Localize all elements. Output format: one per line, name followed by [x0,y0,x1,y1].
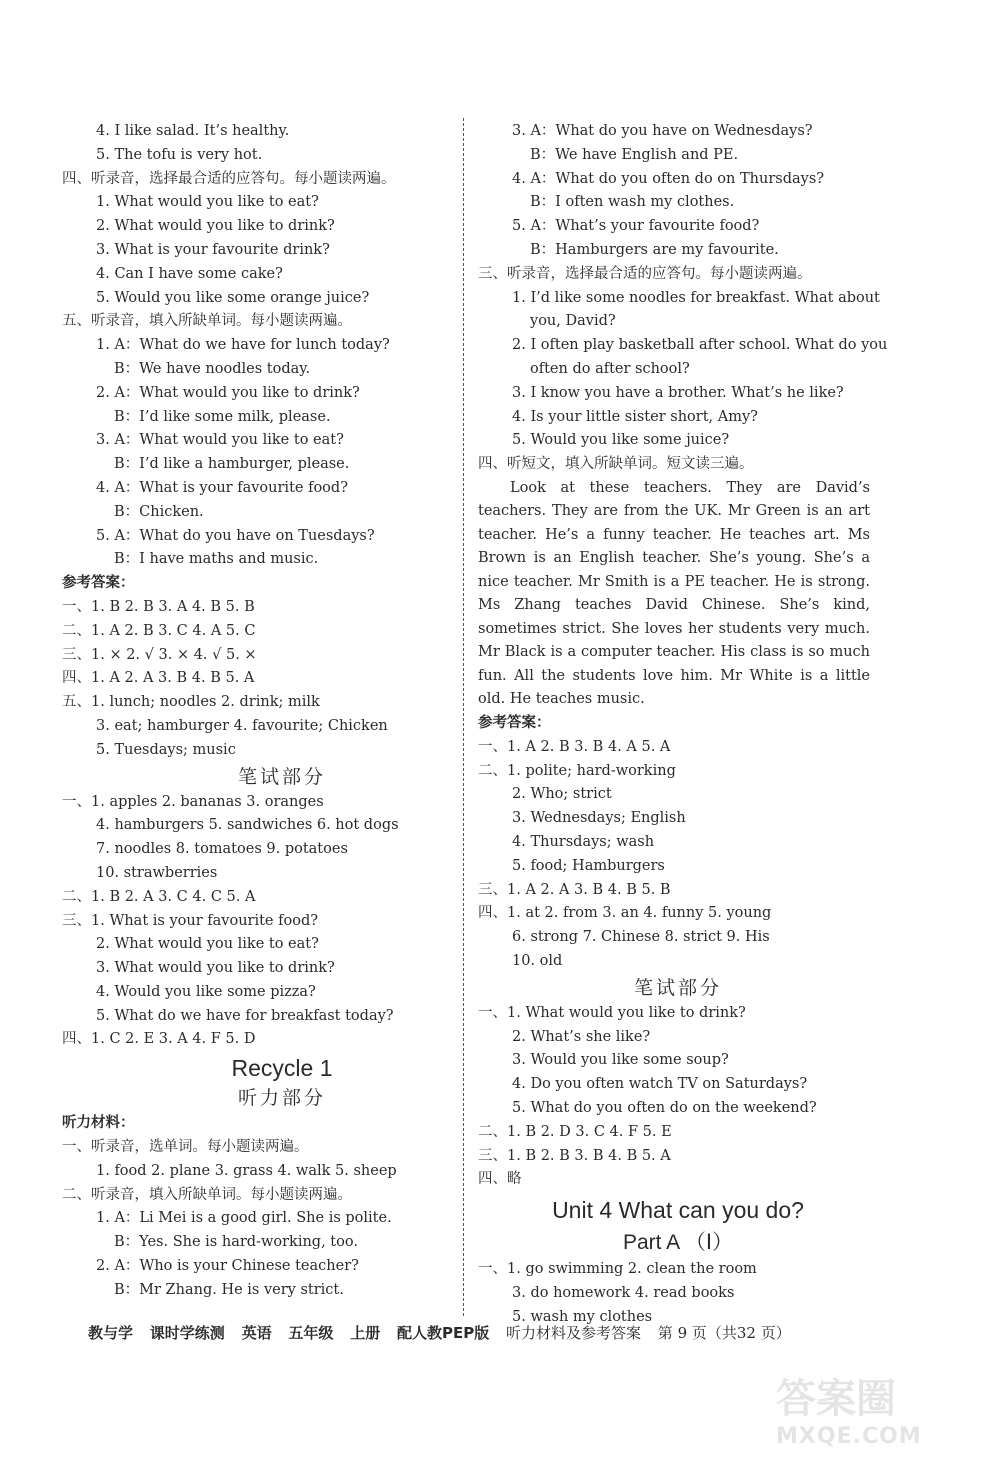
passage: Look at these teachers. They are David’s teachers. They are from the UK. Mr Green is an art teacher. He’s a funny teacher. He teaches art. Ms Brown is an English teacher. She’s young. She’s a nice teacher. Mr Smith is a PE teacher. He is strong. Ms Zhang teaches David Chinese. She’s kind, sometimes strict. She loves her students very much. Mr Black is a computer teacher. His class is so much fun. All the students love him. Mr White is a little old. He teaches music. [478,479,870,708]
section-title: 一、听录音，选单词。每小题读两遍。 [62,1139,309,1156]
dialog-b: B：Chicken. [114,503,204,520]
answer-line: 二、1. B 2. D 3. C 4. F 5. E [478,1123,672,1140]
dialog-b: B：I’d like some milk, please. [114,408,331,425]
answer-line: 3. eat; hamburger 4. favourite; Chicken [96,717,388,734]
answer-line: 3. do homework 4. read books [512,1284,735,1301]
material-title: 听力材料： [62,1115,135,1132]
right-column [478,120,888,1329]
footer-series: 课时学练测 [149,1324,225,1342]
listening-section-heading: 听力部分 [237,1087,326,1110]
answer-line: 四、1. at 2. from 3. an 4. funny 5. young [478,905,772,922]
list-item-cont: you, David? [530,313,616,330]
answer-line: 一、1. B 2. B 3. A 4. B 5. B [62,598,255,615]
answer-line: 4. Thursdays; wash [512,833,655,850]
list-item: 3. What is your favourite drink? [96,241,330,258]
answer-line: 二、1. polite; hard-working [478,762,676,779]
text-line: 4. I like salad. It’s healthy. [96,123,290,139]
section-title: 二、听录音，填入所缺单词。每小题读两遍。 [62,1186,352,1203]
dialog-a: 2. A：What would you like to drink? [96,384,360,401]
answer-line: 二、1. B 2. A 3. C 4. C 5. A [62,888,256,905]
answer-line: 四、1. C 2. E 3. A 4. F 5. D [62,1031,256,1048]
answer-line: 3. Would you like some soup? [512,1052,729,1069]
watermark-text: 答案圈 [776,1376,896,1422]
dialog-b: B：Yes. She is hard-working, too. [114,1234,358,1251]
list-item: 4. Is your little sister short, Amy? [512,408,758,425]
answer-line: 3. What would you like to drink? [96,960,335,977]
dialog-b: B：I often wash my clothes. [530,194,735,211]
footer-section: 听力材料及参考答案 [506,1324,642,1342]
answer-line: 6. strong 7. Chinese 8. strict 9. His [512,929,770,946]
part-title: Part A （Ⅰ） [622,1231,734,1255]
text-line: 5. The tofu is very hot. [96,146,263,163]
answer-line: 10. strawberries [96,864,218,881]
answer-line: 四、略 [478,1171,522,1188]
answer-line: 三、1. A 2. A 3. B 4. B 5. B [478,881,671,898]
dialog-b: B：Hamburgers are my favourite. [530,241,779,258]
answer-line: 三、1. What is your favourite food? [62,912,318,929]
dialog-b: B：I’d like a hamburger, please. [114,456,350,473]
page-footer [88,1322,940,1343]
list-item: 2. What would you like to drink? [96,218,335,235]
dialog-a: 3. A：What do you have on Wednesdays? [512,123,813,139]
unit-title: Unit 4 What can you do? [552,1197,804,1224]
answer-line: 三、1. × 2. √ 3. × 4. √ 5. × [62,646,257,663]
list-item: 5. Would you like some orange juice? [96,289,370,306]
answer-line: 2. What would you like to eat? [96,936,319,953]
written-section-heading: 笔试部分 [237,765,326,788]
dialog-b: B：I have maths and music. [114,551,319,568]
list-item: 4. Can I have some cake? [96,265,283,282]
dialog-a: 3. A：What would you like to eat? [96,432,344,449]
page-number: 第 9 页（共32 页） [657,1324,791,1342]
watermark-logo [776,1367,966,1457]
answer-line: 5. Tuesdays; music [96,741,236,758]
list-item: 3. I know you have a brother. What’s he like? [512,384,844,401]
watermark-url: MXQE.COM [776,1424,922,1449]
answer-line: 一、1. What would you like to drink? [478,1004,746,1021]
list-item: 5. Would you like some juice? [512,432,730,449]
answer-line: 一、1. apples 2. bananas 3. oranges [62,793,324,810]
answer-line: 4. hamburgers 5. sandwiches 6. hot dogs [96,817,399,834]
dialog-a: 5. A：What’s your favourite food? [512,218,760,235]
recycle-title: Recycle 1 [231,1055,333,1082]
answer-line: 三、1. B 2. B 3. B 4. B 5. A [478,1147,671,1164]
answer-line: 5. What do you often do on the weekend? [512,1099,817,1116]
dialog-a: 4. A：What is your favourite food? [96,479,348,496]
dialog-a: 1. A：Li Mei is a good girl. She is polite. [96,1210,392,1227]
answer-line: 二、1. A 2. B 3. C 4. A 5. C [62,622,256,639]
answer-key-title: 参考答案： [478,714,551,731]
section-title: 四、听短文，填入所缺单词。短文读三遍。 [478,456,754,473]
left-column [62,120,502,1303]
answer-line: 四、1. A 2. A 3. B 4. B 5. A [62,670,255,687]
list-item: 1. food 2. plane 3. grass 4. walk 5. sheep [96,1162,397,1179]
dialog-a: 5. A：What do you have on Tuesdays? [96,527,375,544]
section-title: 三、听录音，选择最合适的应答句。每小题读两遍。 [478,265,812,282]
dialog-a: 2. A：Who is your Chinese teacher? [96,1258,359,1275]
answer-line: 7. noodles 8. tomatoes 9. potatoes [96,841,348,858]
answer-line: 五、1. lunch; noodles 2. drink; milk [62,694,320,711]
list-item: 1. What would you like to eat? [96,194,319,211]
answer-line: 10. old [512,952,563,969]
answer-line: 2. Who; strict [512,786,612,803]
written-section-heading: 笔试部分 [633,976,722,999]
list-item-cont: often do after school? [530,360,690,377]
section-title: 五、听录音，填入所缺单词。每小题读两遍。 [62,313,352,330]
answer-line: 5. What do we have for breakfast today? [96,1007,394,1024]
answer-line: 5. food; Hamburgers [512,857,665,874]
dialog-b: B：We have noodles today. [114,360,311,377]
answer-line: 4. Would you like some pizza? [96,983,316,1000]
footer-volume: 上册 [350,1324,381,1342]
dialog-b: B：Mr Zhang. He is very strict. [114,1281,344,1298]
answer-line: 5. wash my clothes [512,1308,653,1325]
dialog-a: 1. A：What do we have for lunch today? [96,337,390,354]
list-item: 2. I often play basketball after school. What do you [512,337,888,354]
answer-line: 2. What’s she like? [512,1028,651,1045]
footer-brand: 教与学 [88,1324,134,1342]
footer-edition: 配人教PEP版 [396,1324,490,1342]
footer-subject: 英语 [241,1324,272,1342]
list-item: 1. I’d like some noodles for breakfast. What about [512,289,880,306]
footer-grade: 五年级 [288,1324,334,1342]
answer-line: 一、1. go swimming 2. clean the room [478,1261,757,1278]
dialog-b: B：We have English and PE. [530,146,739,163]
answer-line: 3. Wednesdays; English [512,810,686,827]
section-title: 四、听录音，选择最合适的应答句。每小题读两遍。 [62,170,396,187]
answer-line: 4. Do you often watch TV on Saturdays? [512,1076,808,1093]
answer-line: 一、1. A 2. B 3. B 4. A 5. A [478,738,671,755]
dialog-a: 4. A：What do you often do on Thursdays? [512,170,825,187]
answer-key-title: 参考答案： [62,575,135,592]
